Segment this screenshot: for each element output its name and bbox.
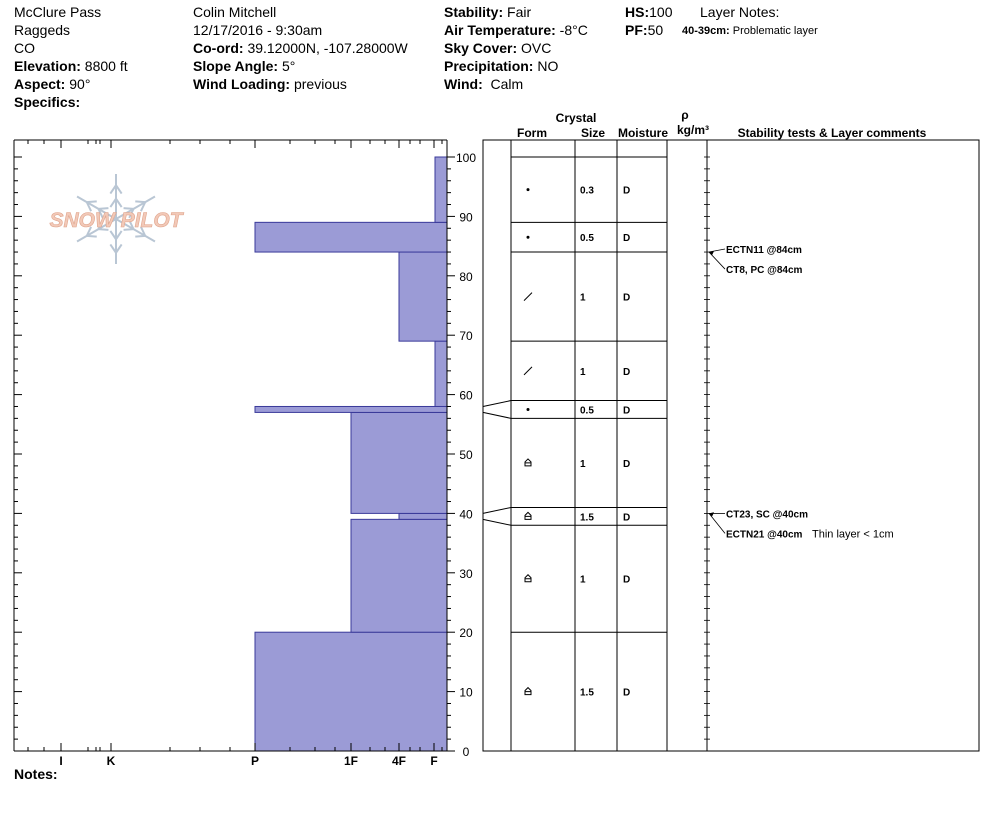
observer: Colin Mitchell [193, 4, 277, 20]
layer-moisture: D [623, 458, 631, 470]
header-stability: Stability tests & Layer comments [737, 126, 927, 140]
snowflake-branch [135, 201, 145, 202]
boundary-connector [483, 401, 511, 407]
slope-label: Slope Angle: [193, 58, 279, 74]
layer-size: 1.5 [580, 512, 594, 524]
aspect-value: 90° [69, 76, 91, 92]
datetime: 12/17/2016 - 9:30am [193, 22, 323, 38]
layer-moisture: D [623, 574, 631, 586]
hardness-bar [255, 406, 447, 412]
sky-label: Sky Cover: [444, 40, 518, 56]
sky-value: OVC [521, 40, 552, 56]
specifics-label: Specifics: [14, 94, 81, 110]
header-density-unit: kg/m³ [676, 123, 710, 137]
location: McClure Pass [14, 4, 102, 20]
hardness-tick-label: K [106, 754, 116, 768]
depth-tick-label: 90 [459, 210, 473, 225]
wind-label: Wind: [444, 76, 483, 92]
depth-tick-label: 100 [455, 151, 477, 165]
hardness-tick-label: F [430, 754, 438, 768]
stability-tests [709, 245, 894, 540]
hardness-bar [399, 252, 447, 341]
coord-value: 39.12000N, -107.28000W [247, 40, 408, 56]
precip-label: Precipitation: [444, 58, 534, 74]
wind-value: Calm [490, 76, 524, 92]
hardness-tick-label: P [250, 754, 260, 768]
header-form: Form [517, 126, 547, 140]
precip-value: NO [537, 58, 559, 74]
hardness-bar [351, 412, 447, 513]
form-dot-icon [527, 408, 530, 411]
test-leader-line [709, 513, 725, 533]
pf-label: PF: [625, 22, 648, 38]
depth-tick-label: 80 [459, 269, 473, 284]
stability-test-label: CT23, SC @40cm [726, 509, 809, 521]
form-dot-icon [527, 236, 530, 239]
logo-text: SNOW PILOT [49, 209, 183, 232]
depth-tick-label: 0 [462, 745, 470, 759]
coord-label: Co-ord: [193, 40, 244, 56]
layer-size: 1.5 [580, 687, 594, 699]
depth-tick-label: 40 [459, 507, 473, 522]
table-frame [483, 140, 979, 751]
header-moisture: Moisture [617, 126, 669, 140]
layer-note-range: 40-39cm: [682, 25, 730, 37]
layer-size: 0.5 [580, 405, 594, 417]
form-facet-icon [525, 688, 531, 695]
hardness-bar [255, 632, 447, 751]
form-facet-icon [525, 512, 531, 519]
layer-table [483, 108, 979, 751]
hardness-bar [351, 519, 447, 632]
depth-tick-label: 20 [459, 626, 473, 641]
elevation-value: 8800 ft [84, 58, 128, 74]
snowpilot-logo [50, 174, 185, 264]
layer-moisture: D [623, 687, 631, 699]
notes-label-text: Notes: [14, 766, 58, 782]
stability-label: Stability: [444, 4, 504, 20]
hardness-tick-label: 1F [343, 754, 359, 768]
layer-moisture: D [623, 512, 631, 524]
layer-moisture: D [623, 405, 631, 417]
header-rho: ρ [681, 108, 689, 122]
boundary-connector [483, 519, 511, 525]
boundary-connector [483, 412, 511, 418]
aspect-label: Aspect: [14, 76, 66, 92]
slope-value: 5° [281, 58, 296, 74]
hs-value: 100 [649, 4, 673, 20]
depth-tick-label: 10 [459, 685, 473, 700]
layer-notes-label: Layer Notes: [700, 4, 780, 20]
form-slash-icon [524, 367, 532, 375]
range: Raggeds [14, 22, 71, 38]
depth-tick-label: 50 [459, 448, 473, 462]
hardness-bar [255, 222, 447, 252]
hardness-tick-label: 4F [391, 754, 407, 768]
depth-tick-label: 30 [459, 566, 473, 581]
layer-size: 1 [580, 366, 586, 378]
air-temp-label: Air Temperature: [444, 22, 556, 38]
layer-size: 1 [580, 292, 586, 304]
depth-tick-label: 60 [459, 388, 473, 403]
layer-size: 0.5 [580, 233, 594, 245]
elevation-label: Elevation: [14, 58, 81, 74]
snowflake-branch [87, 201, 97, 202]
header-size: Size [580, 126, 606, 140]
form-slash-icon [524, 293, 532, 301]
test-leader-line [709, 252, 725, 269]
layer-size: 1 [580, 574, 586, 586]
hardness-bar [435, 341, 447, 406]
stability-test-comment: Thin layer < 1cm [812, 528, 894, 541]
layer-moisture: D [623, 233, 631, 245]
snowflake-branch [87, 236, 97, 237]
layer-moisture: D [623, 366, 631, 378]
wind-loading-value: previous [293, 76, 347, 92]
layer-size: 1 [580, 458, 586, 470]
layer-moisture: D [623, 292, 631, 304]
hardness-bar [399, 513, 447, 519]
wind-loading-label: Wind Loading: [193, 76, 291, 92]
header-crystal: Crystal [555, 111, 597, 125]
layer-note-text: Problematic layer [732, 25, 818, 37]
stability-test-label: CT8, PC @84cm [726, 265, 803, 277]
air-temp-value: -8°C [559, 22, 588, 38]
depth-tick-label: 70 [459, 329, 473, 344]
layer-size: 0.3 [580, 185, 594, 197]
pf-value: 50 [647, 22, 664, 38]
stability-test-label: ECTN21 @40cm [726, 529, 803, 541]
hardness-bar [435, 157, 447, 222]
hardness-bars [255, 157, 447, 751]
state: CO [14, 40, 35, 56]
hardness-tick-label: I [59, 754, 63, 768]
stability-value: Fair [507, 4, 532, 20]
boundary-connector [483, 507, 511, 513]
stability-test-label: ECTN11 @84cm [726, 245, 802, 257]
form-facet-icon [525, 575, 531, 582]
snowflake-branch [135, 236, 145, 237]
layer-moisture: D [623, 185, 631, 197]
form-facet-icon [525, 459, 531, 466]
form-dot-icon [527, 188, 530, 191]
hs-label: HS: [625, 4, 650, 20]
